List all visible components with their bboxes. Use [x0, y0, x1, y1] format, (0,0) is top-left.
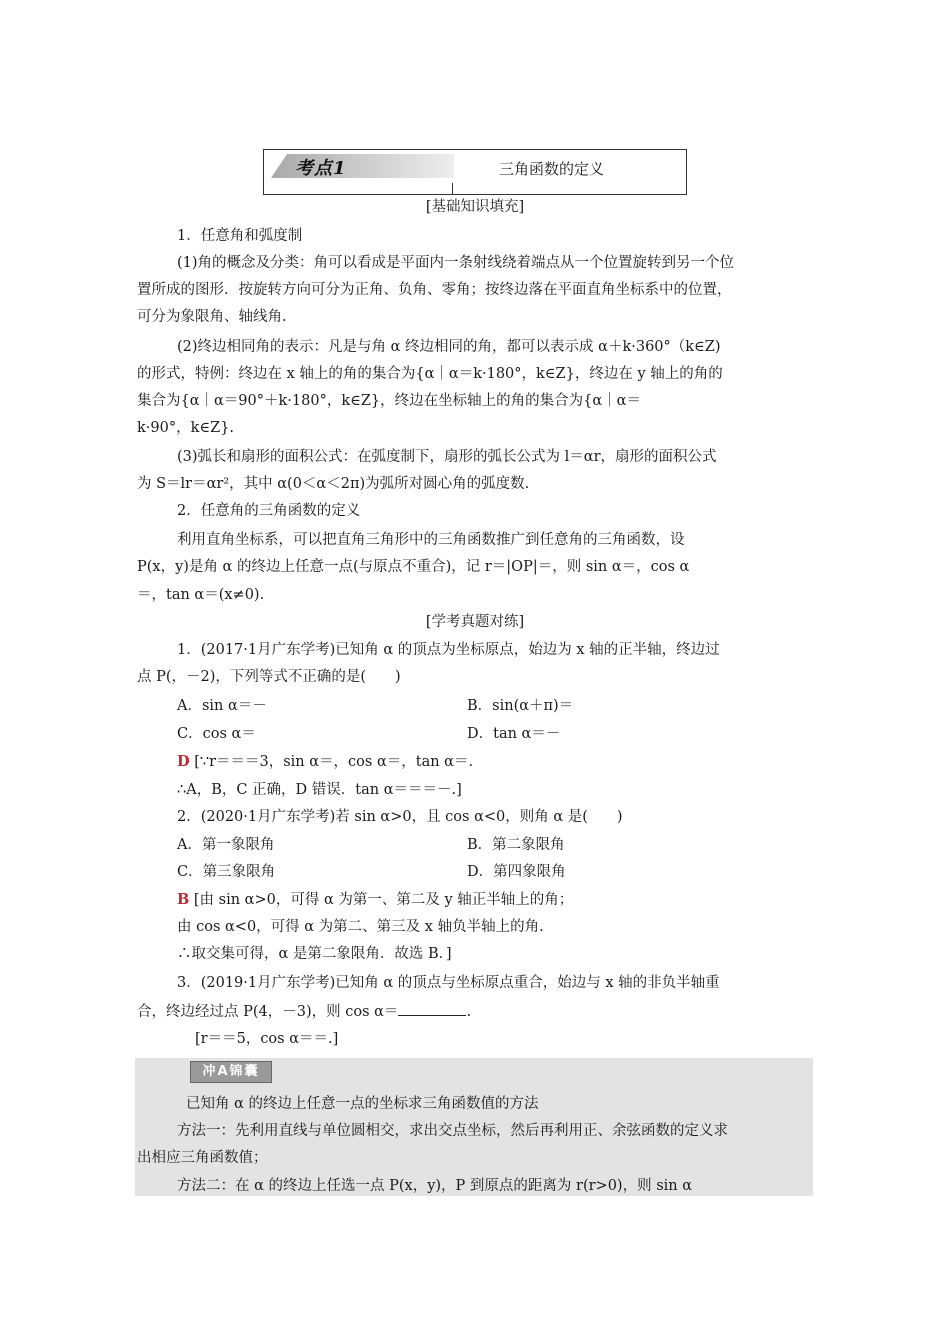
tip-line: 方法二：在 α 的终边上任选一点 P(x，y)，P 到原点的距离为 r(r>0)，则 sin α: [177, 1178, 693, 1194]
question-3-solution: [r＝＝5，cos α＝＝.]: [195, 1031, 339, 1047]
stem-period: .: [466, 1004, 472, 1020]
paragraph-line: (2)终边相同角的表示：凡是与角 α 终边相同的角，都可以表示成 α＋k·360°（k∈Z): [177, 339, 721, 355]
paragraph-line: 的形式，特例：终边在 x 轴上的角的集合为{α｜α＝k·180°，k∈Z}，终边在 y 轴上的角的: [137, 366, 723, 382]
question-1-stem: 点 P(，－2)，下列等式不正确的是( ): [137, 669, 401, 685]
question-1-solution: ∴A，B，C 正确，D 错误．tan α＝＝＝－.]: [177, 782, 462, 798]
paragraph-line: k·90°，k∈Z}.: [137, 420, 235, 436]
question-1-option-a: A．sin α＝－: [177, 698, 267, 714]
tip-tag: 冲A锦囊: [190, 1061, 272, 1083]
paragraph-line: (3)弧长和扇形的面积公式：在弧度制下，扇形的弧长公式为 l＝αr，扇形的面积公式: [177, 449, 717, 465]
paragraph-line: 置所成的图形．按旋转方向可分为正角、负角、零角；按终边落在平面直角坐标系中的位置，: [137, 282, 732, 298]
question-2-solution: ∴取交集可得，α 是第二象限角．故选 B．]: [177, 946, 452, 962]
question-2-option-a: A．第一象限角: [177, 837, 275, 853]
answer-letter: D: [177, 753, 190, 770]
section-label-practice: [学考真题对练]: [425, 614, 525, 630]
solution-text: [∵r＝＝＝3，sin α＝，cos α＝，tan α＝.: [194, 754, 474, 770]
question-2-stem: 2．(2020·1月广东学考)若 sin α>0，且 cos α<0，则角 α 是( ): [177, 809, 623, 825]
badge-corner-shape: [271, 154, 287, 178]
paragraph-line: (1)角的概念及分类：角可以看成是平面内一条射线绕着端点从一个位置旋转到另一个位: [177, 255, 735, 271]
heading-divider-tick: [452, 183, 453, 195]
tip-line: 方法一：先利用直线与单位圆相交，求出交点坐标，然后再利用正、余弦函数的定义求: [177, 1123, 728, 1139]
question-2-option-c: C．第三象限角: [177, 864, 276, 880]
question-3-stem: [137, 1001, 471, 1022]
tip-line: 已知角 α 的终边上任意一点的坐标求三角函数值的方法: [186, 1096, 539, 1112]
tip-line: 出相应三角函数值；: [137, 1150, 268, 1166]
paragraph-line: 1．任意角和弧度制: [177, 228, 303, 244]
question-2-option-b: B．第二象限角: [467, 837, 565, 853]
badge-label: 考点1: [295, 158, 347, 179]
question-2-solution: 由 cos α<0，可得 α 为第二、第三及 x 轴负半轴上的角.: [177, 919, 544, 935]
question-1-solution: [177, 752, 473, 772]
question-2-solution: [177, 890, 573, 910]
solution-text: [由 sin α>0，可得 α 为第一、第二及 y 轴正半轴上的角；: [193, 892, 574, 908]
question-3-stem: 3．(2019·1月广东学考)已知角 α 的顶点与坐标原点重合，始边与 x 轴的非负半轴重: [177, 975, 720, 991]
paragraph-line: 利用直角坐标系，可以把直角三角形中的三角函数推广到任意角的三角函数，设: [177, 532, 685, 548]
section-label-basics: [基础知识填充]: [425, 199, 525, 215]
question-1-option-d: D．tan α＝－: [467, 726, 561, 742]
paragraph-line: 2．任意角的三角函数的定义: [177, 503, 361, 519]
section-heading-box: [263, 149, 687, 195]
paragraph-line: 可分为象限角、轴线角.: [137, 309, 287, 325]
question-1-stem: 1．(2017·1月广东学考)已知角 α 的顶点为坐标原点，始边为 x 轴的正半轴，终边过: [177, 642, 720, 658]
paragraph-line: ＝，tan α＝(x≠0).: [137, 587, 265, 603]
question-1-option-c: C．cos α＝: [177, 726, 256, 742]
stem-text: 合，终边经过点 P(4，－3)，则 cos α＝: [137, 1004, 399, 1020]
paragraph-line: P(x，y)是角 α 的终边上任意一点(与原点不重合)，记 r＝|OP|＝，则 sin α＝，cos α: [137, 559, 690, 575]
answer-blank: [398, 1001, 466, 1016]
section-title: 三角函数的定义: [499, 160, 605, 178]
question-1-option-b: B．sin(α＋π)＝: [467, 698, 574, 714]
question-2-option-d: D．第四象限角: [467, 864, 566, 880]
paragraph-line: 集合为{α｜α＝90°＋k·180°，k∈Z}，终边在坐标轴上的角的集合为{α｜α＝: [137, 393, 641, 409]
paragraph-line: 为 S＝lr＝αr²，其中 α(0＜α＜2π)为弧所对圆心角的弧度数.: [137, 476, 530, 492]
kaodian-badge: [271, 154, 454, 178]
answer-letter: B: [177, 891, 190, 908]
